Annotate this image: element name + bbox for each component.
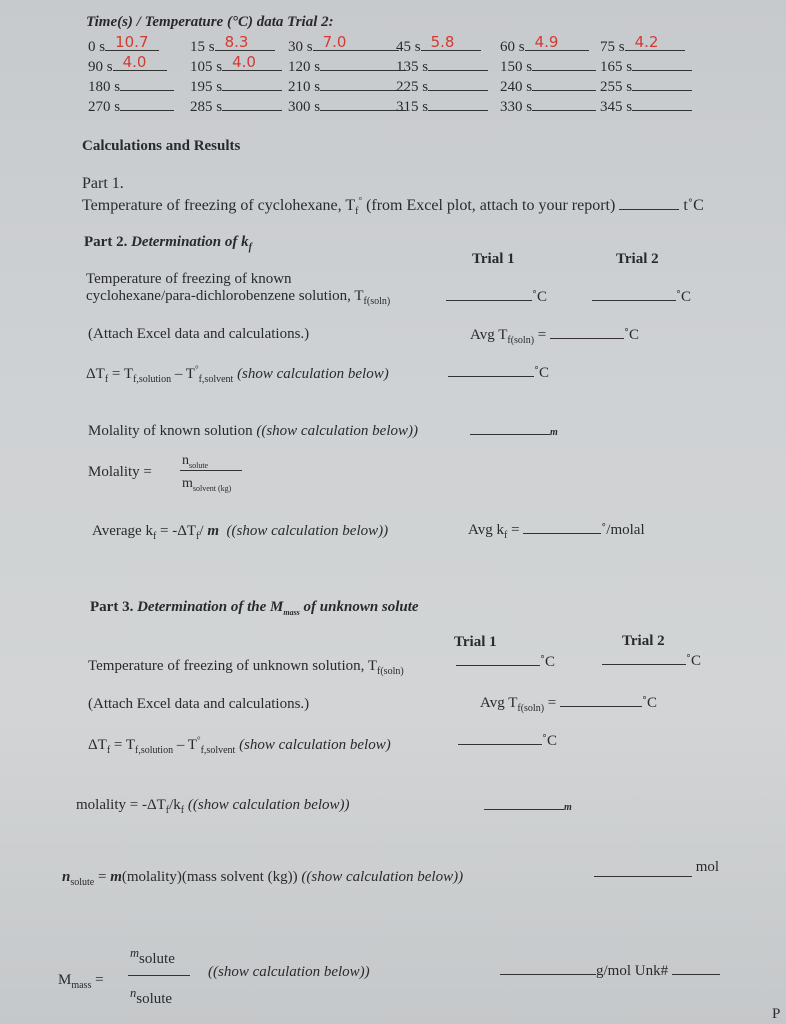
part3-delta-tf-answer (458, 730, 557, 750)
part2-trial1-tf-blank[interactable] (446, 286, 532, 301)
deg-c-unit: ˚C (540, 654, 555, 670)
deg-c-unit: ˚C (534, 365, 549, 381)
part2-avg-tf: Avg $T_{f(soln)}$ = ˚C (470, 324, 639, 346)
part3-trial1-tf-blank[interactable] (456, 651, 540, 666)
part1-text: Temperature of freezing of cyclohexane, T (82, 197, 356, 214)
part3-attach-note: (Attach Excel data and calculations.) (88, 696, 310, 712)
deg-c-unit: ˚C (686, 653, 701, 669)
part2-trial2-header: Trial 2 (616, 251, 659, 267)
handwritten-temperature: 4.0 (122, 53, 147, 71)
part2-tf-label-line1: Temperature of freezing of known (86, 271, 292, 287)
time-label: 225 s (396, 79, 429, 95)
part3-title: Part 3. Determination of the $M_{mass}$ of unknown solute (90, 599, 419, 617)
time-label: 165 s (600, 59, 633, 75)
temperature-blank[interactable] (222, 76, 282, 91)
handwritten-temperature: 8.3 (224, 33, 249, 51)
time-label: 135 s (396, 59, 429, 75)
deg-c-unit: ˚C (624, 327, 640, 343)
per-molal-unit: ˚/molal (601, 522, 645, 538)
part3-molality-blank[interactable] (484, 795, 564, 810)
time-label: 330 s (500, 99, 533, 115)
show-calc-note: (show calculation below) (231, 523, 384, 539)
show-calc-note: (show calculation below) (306, 869, 459, 885)
handwritten-temperature: 10.7 (115, 33, 149, 51)
temperature-blank[interactable] (632, 56, 692, 71)
part2-heading: Determination of k (131, 234, 249, 250)
data-table-title: Time(s) / Temperature (°C) data Trial 2: (86, 14, 334, 30)
handwritten-temperature: 4.2 (634, 33, 659, 51)
molal-unit: m (564, 802, 572, 813)
time-label: 240 s (500, 79, 533, 95)
part3-avg-tf: Avg $T_{f(soln)}$ = ˚C (480, 692, 657, 714)
mmass-answer (500, 960, 720, 980)
part3-trial2-tf-blank[interactable] (602, 650, 686, 665)
temperature-blank[interactable] (120, 76, 174, 91)
show-calc-note: (show calculation below) (239, 737, 391, 753)
part2-label: Part 2. (84, 234, 128, 250)
temperature-blank[interactable] (222, 96, 282, 111)
unknown-number-blank[interactable] (672, 960, 720, 975)
mmass-label: $M_{mass}$ = (58, 972, 104, 991)
time-label: 105 s (190, 59, 223, 75)
part3-molality-answer (484, 795, 572, 815)
handwritten-temperature: 5.8 (430, 33, 455, 51)
temperature-blank[interactable] (632, 96, 692, 111)
avg-tf-label: Avg T (470, 327, 508, 343)
temperature-blank[interactable] (320, 76, 406, 91)
time-label: 90 s (88, 59, 113, 75)
handwritten-temperature: 4.0 (232, 53, 256, 71)
time-label: 195 s (190, 79, 223, 95)
time-label: 75 s (600, 39, 625, 55)
time-cell (396, 33, 481, 56)
part3-trial1-tf (456, 651, 555, 671)
page-corner-letter: P (772, 1006, 781, 1022)
temperature-blank[interactable] (532, 56, 596, 71)
mmass-fraction-bar (128, 975, 190, 976)
part2-trial2-tf-blank[interactable] (592, 286, 676, 301)
handwritten-temperature: 7.0 (322, 33, 347, 51)
delta-tf-label: ΔT (86, 366, 105, 382)
time-cell (500, 76, 596, 96)
time-label: 255 s (600, 79, 633, 95)
time-cell (600, 76, 692, 96)
mol-unit: mol (695, 859, 720, 875)
part3-delta-tf-blank[interactable] (458, 730, 542, 745)
molality-eq-label: molality = -ΔT (76, 797, 166, 813)
deg-c-unit: ˚C (676, 289, 691, 305)
fraction-bar (180, 470, 242, 471)
time-cell (288, 33, 399, 56)
show-calc-note: (show calculation below) (213, 964, 365, 980)
time-cell (600, 56, 692, 76)
part3-heading-tail: of unknown solute (299, 599, 419, 615)
time-cell (396, 96, 488, 116)
part2-molality-answer (470, 420, 558, 440)
temperature-blank[interactable] (320, 56, 406, 71)
time-cell (190, 76, 282, 96)
average-kf-eq: = -ΔT (156, 523, 197, 539)
temperature-blank[interactable] (215, 33, 275, 51)
time-cell (288, 96, 406, 116)
molality-known-label: Molality of known solution (88, 423, 253, 439)
time-cell (88, 76, 174, 96)
temperature-blank[interactable] (525, 33, 589, 51)
time-cell (500, 33, 589, 56)
temperature-blank[interactable] (428, 96, 488, 111)
temperature-blank[interactable] (625, 33, 685, 51)
part2-tf-text: cyclohexane/para-dichlorobenzene solution, T (86, 288, 364, 304)
time-label: 120 s (288, 59, 321, 75)
mmass-numerator: $^m$solute (130, 946, 175, 967)
show-calc-note: (show calculation below) (192, 797, 345, 813)
part3-label: Part 3. (90, 599, 134, 615)
part3-trial2-header: Trial 2 (622, 633, 665, 649)
part1-unit: t˚C (683, 197, 704, 214)
temperature-blank[interactable] (428, 56, 488, 71)
part3-tf-text: Temperature of freezing of unknown solution, T (88, 658, 378, 674)
temperature-blank[interactable] (421, 33, 481, 51)
time-cell (396, 56, 488, 76)
part2-average-kf: Average $k_f = -\Delta T_f/$ m ((show calculation below)) (92, 523, 389, 542)
part2-attach-note: (Attach Excel data and calculations.) (88, 326, 310, 342)
temperature-blank[interactable] (632, 76, 692, 91)
temperature-blank[interactable] (428, 76, 488, 91)
time-label: 60 s (500, 39, 525, 55)
time-label: 30 s (288, 39, 313, 55)
time-cell (600, 33, 685, 56)
time-cell (500, 96, 596, 116)
time-label: 210 s (288, 79, 321, 95)
part3-molality: molality = $-\Delta T_f/k_f$ ((show calculation below)) (76, 797, 350, 816)
time-cell (190, 53, 282, 76)
temperature-blank[interactable] (532, 96, 596, 111)
part2-delta-tf: $\Delta T_f = T_{f,solution} - T^\circ_{f,solvent}$ (show calculation below) (86, 364, 389, 385)
molality-numerator: $n_{solute}$ (182, 453, 209, 470)
time-label: 315 s (396, 99, 429, 115)
part1-freezing-label: Temperature of freezing of cyclohexane, $T_f^\circ$ (from Excel plot, attach to your report) t˚C (82, 195, 704, 218)
temperature-blank[interactable] (113, 53, 167, 71)
part2-avg-kf-answer: Avg $k_f$ = ˚/molal (468, 519, 645, 541)
part1-text-tail: (from Excel plot, attach to your report) (362, 197, 616, 214)
part2-trial1-tf (446, 286, 547, 306)
time-label: 45 s (396, 39, 421, 55)
temperature-blank[interactable] (120, 96, 174, 111)
delta-tf-label: ΔT (88, 737, 107, 753)
time-cell (288, 56, 406, 76)
temperature-blank[interactable] (222, 53, 282, 71)
molality-equation-label: Molality = (88, 464, 152, 480)
gmol-unk-label: g/mol Unk# (596, 963, 669, 979)
part2-molality-known: Molality of known solution ((show calculation below)) (88, 423, 418, 439)
molal-unit: m (550, 427, 558, 438)
part3-delta-tf: $\Delta T_f = T_{f,solution} - T^\circ_{f,solvent}$ (show calculation below) (88, 735, 391, 756)
part3-heading: Determination of the M (137, 599, 284, 615)
time-label: 300 s (288, 99, 321, 115)
temperature-blank[interactable] (105, 33, 159, 51)
temperature-blank[interactable] (313, 33, 399, 51)
part3-avg-tf-blank[interactable] (560, 692, 642, 707)
part2-trial2-tf (592, 286, 691, 306)
molality-eq-tail: /k (169, 797, 181, 813)
part1-title: Part 1. (82, 175, 124, 192)
temperature-blank[interactable] (532, 76, 596, 91)
calculations-heading: Calculations and Results (82, 138, 241, 154)
mmass-denominator: $^n$solute (130, 986, 173, 1007)
mmass-show-calc: ((show calculation below)) (208, 964, 370, 980)
deg-c-unit: ˚C (542, 733, 557, 749)
part2-molality-blank[interactable] (470, 420, 550, 435)
deg-c-unit: ˚C (532, 289, 547, 305)
part2-avg-kf-blank[interactable] (523, 519, 601, 534)
time-cell (396, 76, 488, 96)
part2-trial1-header: Trial 1 (472, 251, 515, 267)
time-label: 270 s (88, 99, 121, 115)
part3-trial2-tf (602, 650, 701, 670)
time-label: 15 s (190, 39, 215, 55)
molality-denominator: $m_{solvent (kg)}$ (182, 476, 232, 493)
m-symbol: m (182, 476, 193, 491)
part3-trial1-header: Trial 1 (454, 634, 497, 650)
part2-delta-tf-blank[interactable] (448, 362, 534, 377)
part3-tf-label: Temperature of freezing of unknown solution, $T_{f(soln)}$ (88, 658, 404, 677)
time-label: 0 s (88, 39, 106, 55)
temperature-blank[interactable] (320, 96, 406, 111)
part1-blank[interactable] (619, 195, 679, 210)
show-calc-note: (show calculation below) (261, 423, 413, 439)
time-label: 345 s (600, 99, 633, 115)
time-label: 180 s (88, 79, 121, 95)
average-kf-label: Average k (92, 523, 153, 539)
n-solute-eq: (molality)(mass solvent (kg)) (121, 869, 298, 885)
n-symbol: n (182, 453, 189, 468)
time-cell (288, 76, 406, 96)
show-calc-note: (show calculation below) (237, 366, 389, 382)
deg-c-unit: ˚C (642, 695, 658, 711)
avg-kf-label: Avg k (468, 522, 504, 538)
time-label: 150 s (500, 59, 533, 75)
time-cell (190, 96, 282, 116)
time-label: 285 s (190, 99, 223, 115)
avg-tf-label: Avg T (480, 695, 518, 711)
part3-mol-answer (594, 859, 720, 882)
part3-n-solute: $n_{solute}$ = m(molality)(mass solvent (kg)) ((show calculation below)) (62, 869, 464, 888)
time-cell (500, 56, 596, 76)
part2-avg-tf-blank[interactable] (550, 324, 624, 339)
part3-mol-blank[interactable] (594, 862, 692, 877)
time-cell (88, 96, 174, 116)
part2-tf-label-line2: cyclohexane/para-dichlorobenzene solution, $T_{f(soln)}$ (86, 288, 391, 307)
handwritten-temperature: 4.9 (534, 33, 559, 51)
mmass-blank[interactable] (500, 960, 596, 975)
part2-delta-tf-answer (448, 362, 549, 382)
time-cell (600, 96, 692, 116)
time-cell (88, 53, 167, 76)
part2-title: Part 2. Determination of $k_f$ (84, 234, 252, 253)
